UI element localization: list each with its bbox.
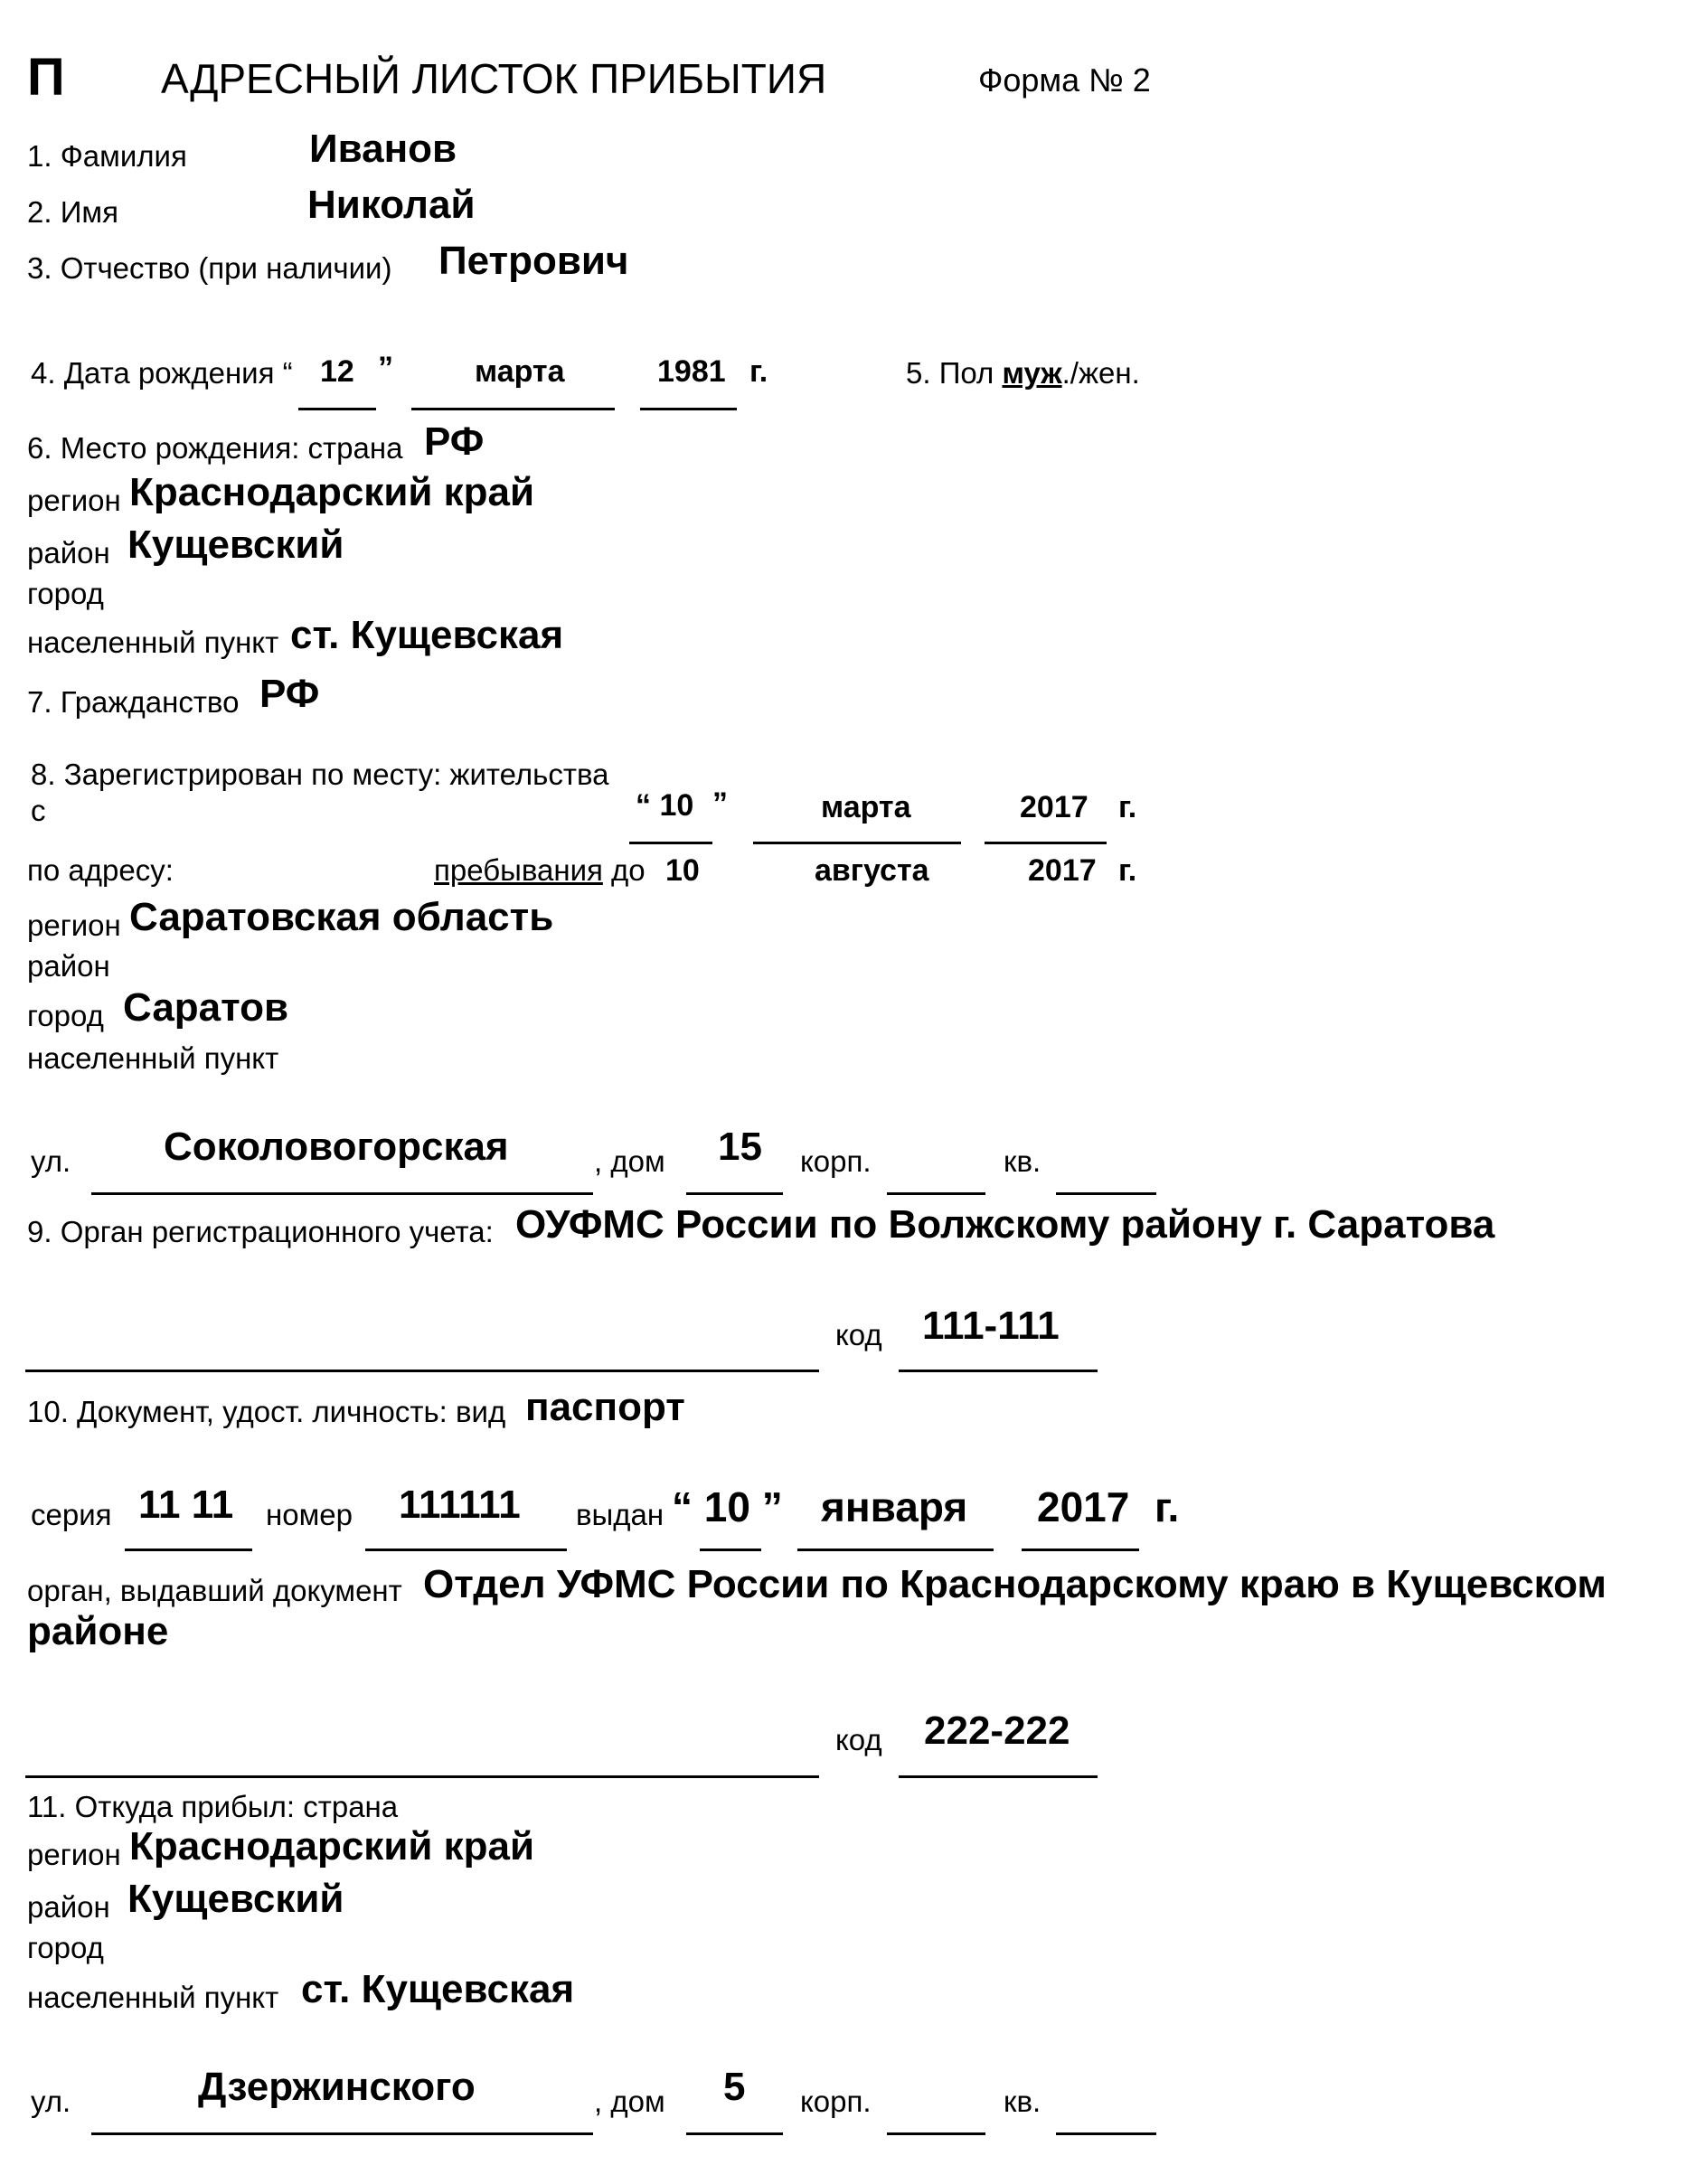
origin-kv-label: кв. (1004, 2085, 1041, 2118)
document-authority-label: орган, выдавший документ (27, 1574, 402, 1607)
origin-korp-line (887, 2132, 985, 2135)
name-value: Николай (307, 183, 476, 227)
birth-day: 12 (320, 354, 354, 389)
registration-settlement-label: населенный пункт (27, 1041, 279, 1075)
birth-day-line (298, 408, 376, 410)
registration-from-day: “ 10 (636, 788, 694, 823)
sex-male: муж (1002, 356, 1062, 390)
citizenship-label: 7. Гражданство (27, 685, 240, 719)
registration-street-label: ул. (31, 1144, 71, 1178)
authority-label: 9. Орган регистрационного учета: (27, 1215, 494, 1248)
document-code: 222-222 (924, 1709, 1070, 1753)
page-title: АДРЕСНЫЙ ЛИСТОК ПРИБЫТИЯ (161, 55, 827, 102)
registration-from-quote-close: ” (712, 786, 728, 821)
patronymic-value: Петрович (438, 239, 629, 283)
document-label: 10. Документ, удост. личность: вид (27, 1395, 506, 1428)
document-issued-year: 2017 (1037, 1483, 1130, 1530)
birthplace-country: РФ (424, 419, 485, 464)
origin-street: Дзержинского (198, 2065, 476, 2109)
document-issued-month: января (821, 1483, 968, 1530)
origin-settlement: ст. Кущевская (301, 1967, 575, 2011)
origin-label: 11. Откуда прибыл: страна (27, 1790, 399, 1823)
registration-from-year-suffix: г. (1118, 790, 1137, 824)
registration-district-label: район (27, 949, 110, 983)
document-series-line (125, 1549, 252, 1551)
authority-code-line (899, 1370, 1098, 1372)
registration-label: 8. Зарегистрирован по месту: жительства (31, 758, 609, 791)
document-series-label: серия (31, 1498, 112, 1531)
birth-month-line (411, 408, 615, 410)
registration-city: Саратов (123, 985, 289, 1030)
document-number: 111111 (399, 1483, 521, 1527)
birth-year: 1981 (657, 354, 726, 389)
registration-kv-line (1056, 1192, 1156, 1195)
birthplace-district: Кущевский (127, 522, 344, 567)
origin-street-line (91, 2132, 593, 2135)
document-issued-month-line (797, 1549, 994, 1551)
origin-city-label: город (27, 1931, 104, 1964)
authority-code: 111-111 (922, 1304, 1060, 1348)
document-authority-underline (25, 1775, 819, 1778)
document-authority-line2: районе (27, 1609, 169, 1653)
document-number-label: номер (266, 1498, 353, 1531)
registration-street-line (91, 1192, 593, 1195)
sex-rest: ./жен. (1061, 356, 1140, 390)
registration-street: Соколовогорская (164, 1125, 509, 1169)
patronymic-label: 3. Отчество (при наличии) (27, 251, 392, 285)
registration-from-month: марта (821, 790, 911, 824)
registration-to-label: до (602, 853, 646, 887)
birthplace-region: Краснодарский край (129, 470, 535, 514)
birthplace-label: 6. Место рождения: страна (27, 431, 403, 465)
document-series: 11 11 (138, 1483, 234, 1527)
registration-to-year-suffix: г. (1118, 853, 1137, 888)
origin-house: 5 (723, 2065, 746, 2109)
birthplace-region-label: регион (27, 484, 121, 517)
birth-year-suffix: г. (749, 354, 768, 389)
birthplace-city-label: город (27, 577, 104, 610)
origin-house-label: , дом (594, 2085, 665, 2118)
document-kind: паспорт (525, 1385, 685, 1429)
surname-label: 1. Фамилия (27, 139, 187, 173)
registration-from-day-line (629, 842, 712, 844)
registration-from-year-line (985, 842, 1107, 844)
registration-city-label: город (27, 999, 104, 1032)
sex-label: 5. Пол (906, 356, 1003, 390)
document-code-line (899, 1775, 1098, 1778)
origin-house-line (686, 2132, 783, 2135)
document-issued-year-suffix: г. (1155, 1483, 1180, 1530)
birthplace-district-label: район (27, 536, 110, 570)
origin-region-label: регион (27, 1838, 121, 1871)
origin-district-label: район (27, 1890, 110, 1924)
registration-address-label: по адресу: (27, 853, 174, 887)
name-label: 2. Имя (27, 195, 118, 229)
registration-korp-line (887, 1192, 985, 1195)
registration-from-month-line (753, 842, 961, 844)
surname-value: Иванов (309, 127, 457, 171)
registration-to-day: 10 (665, 853, 700, 888)
document-issued-year-line (1022, 1549, 1139, 1551)
registration-house-label: , дом (594, 1144, 665, 1178)
origin-kv-line (1056, 2132, 1156, 2135)
form-number: Форма № 2 (978, 61, 1151, 99)
citizenship-value: РФ (259, 672, 320, 716)
registration-korp-label: корп. (800, 1144, 872, 1178)
sex-field (906, 356, 1140, 391)
document-issued-label: выдан (576, 1498, 664, 1531)
origin-district: Кущевский (127, 1877, 344, 1921)
registration-to-year: 2017 (1028, 853, 1097, 888)
registration-to-month: августа (815, 853, 929, 888)
birth-date-label: 4. Дата рождения “ (31, 356, 293, 390)
registration-stay (434, 853, 646, 888)
origin-street-label: ул. (31, 2085, 71, 2118)
registration-region: Саратовская область (129, 895, 554, 939)
birthplace-settlement: ст. Кущевская (290, 613, 564, 657)
authority-value: ОУФМС России по Волжскому району г. Саратова (515, 1202, 1495, 1247)
authority-code-label: код (835, 1318, 882, 1351)
document-code-label: код (835, 1723, 882, 1756)
document-issued-day-line (700, 1549, 761, 1551)
registration-stay-word: пребывания (434, 853, 603, 887)
origin-region: Краснодарский край (129, 1824, 535, 1869)
registration-from-year: 2017 (1020, 790, 1089, 824)
birth-month: марта (475, 354, 565, 389)
registration-from-label: с (31, 794, 46, 827)
registration-house: 15 (718, 1125, 762, 1169)
form-letter: П (27, 48, 65, 107)
birthplace-settlement-label: населенный пункт (27, 626, 279, 659)
document-number-line (365, 1549, 567, 1551)
registration-kv-label: кв. (1004, 1144, 1041, 1178)
authority-line (25, 1370, 819, 1372)
document-issued-day: “ 10 ” (672, 1483, 783, 1530)
birth-year-line (640, 408, 737, 410)
origin-korp-label: корп. (800, 2085, 872, 2118)
registration-region-label: регион (27, 908, 121, 942)
document-authority-line1: Отдел УФМС России по Краснодарскому краю в Кущевском (423, 1562, 1607, 1606)
birth-quote-close: ” (378, 351, 393, 385)
registration-house-line (686, 1192, 783, 1195)
origin-settlement-label: населенный пункт (27, 1981, 279, 2014)
